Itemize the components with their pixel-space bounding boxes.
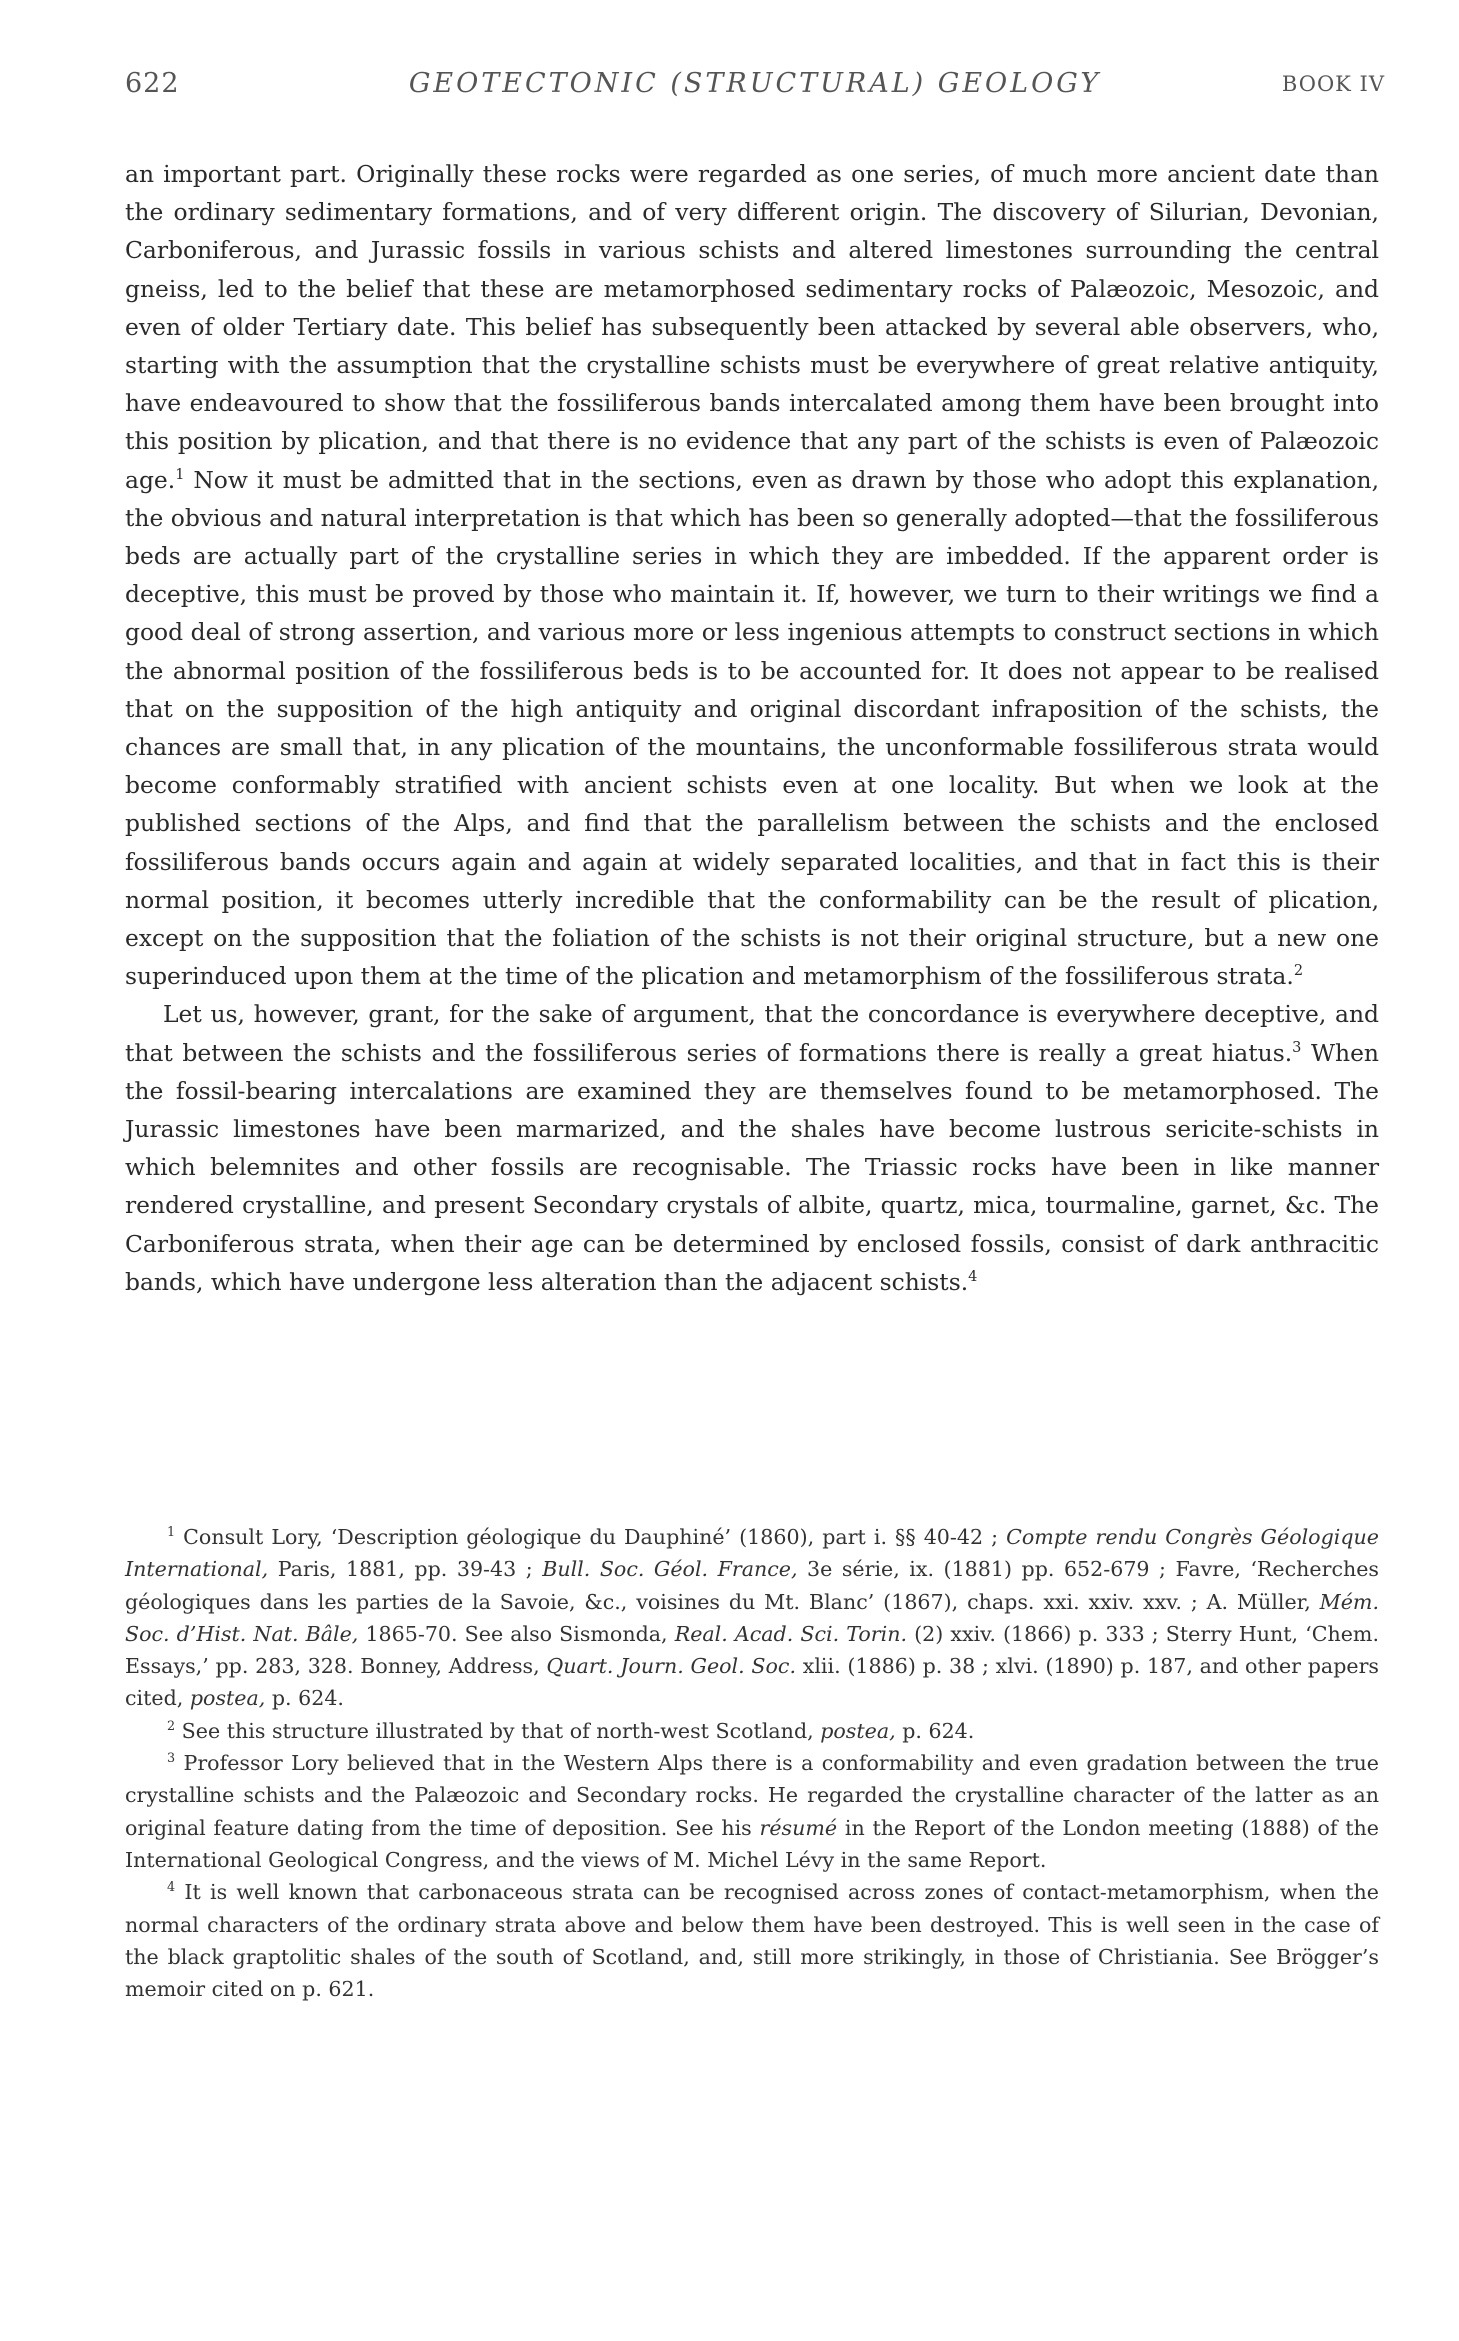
main-text [125,155,1379,1301]
page-header [125,60,1385,110]
footnote-1: $^1$ Consult Lory, ‘Description géologique du Dauphiné’ (1860), part i. §§ 40-42 ; Compte rendu Congrès Géologique International, Paris, 1881, pp. 39-43 ; Bull. Soc. Géol. France, 3e série, ix. (1881) pp. 652-679 ; Favre, ‘Recherches géologiques dans les parties de la Savoie, &c., voisines du Mt. Blanc’ (1867), chaps. xxi. xxiv. xxv. ; A. Müller, Mém. Soc. d’Hist. Nat. Bâle, 1865-70. See also Sismonda, Real. Acad. Sci. Torin. (2) xxiv. (1866) p. 333 ; Sterry Hunt, ‘Chem. Essays,’ pp. 283, 328. Bonney, Address, Quart. Journ. Geol. Soc. xlii. (1886) p. 38 ; xlvi. (1890) p. 187, and other papers cited, postea, p. 624. [125,1525,1380,1711]
footnote-ref: 4 [968,1269,978,1286]
running-title: GEOTECTONIC (STRUCTURAL) GEOLOGY [408,68,1102,99]
footnote-number: 3 [167,1751,176,1767]
footnote-ref: 1 [175,466,185,483]
footnotes [125,1521,1379,2005]
footnote-ref: 3 [1292,1039,1302,1056]
footnote-2: $^2$ See this structure illustrated by that of north-west Scotland, postea, p. 624. [167,1718,975,1743]
page-number: 622 [125,68,180,99]
footnote-number: 1 [167,1525,176,1541]
footnote-number: 4 [167,1880,176,1896]
footnote-ref: 2 [1293,963,1304,980]
footnote-number: 2 [167,1718,176,1734]
footnote-4: $^4$ It is well known that carbonaceous strata can be recognised across zones of contact-metamorphism, when the normal characters of the ordinary strata above and below them have been destroyed. This is well seen in the case of the black graptolitic shales of the south of Scotland, and, still more strikingly, in those of Christiania. See Brögger’s memoir cited on p. 621. [125,1880,1379,2002]
paragraph: Let us, however, grant, for the sake of argument, that the concordance is everywhere deceptive, and that between the schists and the fossiliferous series of formations there is really a great hiatus.$^3$ When the fossil-bearing intercalations are examined they are themselves found to be metamorphosed. The Jurassic limestones have been marmarized, and the shales have become lustrous sericite-schists in which belemnites and other fossils are recognisable. The Triassic rocks have been in like manner rendered crystalline, and present Secondary crystals of albite, quartz, mica, tourmaline, garnet, &c. The Carboniferous strata, when their age can be determined by enclosed fossils, consist of dark anthracitic bands, which have undergone less alteration than the adjacent schists.$^4$ [125,1000,1379,1296]
book-label: BOOK IV [1281,72,1385,96]
paragraph: an important part. Originally these rocks were regarded as one series, of much more ancient date than the ordinary sedimentary formations, and of very different origin. The discovery of Silurian, Devonian, Carboniferous, and Jurassic fossils in various schists and altered limestones surrounding the central gneiss, led to the belief that these are metamorphosed sedimentary rocks of Palæozoic, Mesozoic, and even of older Tertiary date. This belief has subsequently been attacked by several able observers, who, starting with the assumption that the crystalline schists must be everywhere of great relative antiquity, have endeavoured to show that the fossiliferous bands intercalated among them have been brought into this position by plication, and that there is no evidence that any part of the schists is even of Palæozoic age.$^1$ Now it must be admitted that in the sections, even as drawn by those who adopt this explanation, the obvious and natural interpretation is that which has been so generally adopted—that the fossiliferous beds are actually part of the crystalline series in which they are imbedded. If the apparent order is deceptive, this must be proved by those who maintain it. If, however, we turn to their writings we find a good deal of strong assertion, and various more or less ingenious attempts to construct sections in which the abnormal position of the fossiliferous beds is to be accounted for. It does not appear to be realised that on the supposition of the high antiquity and original discordant infraposition of the schists, the chances are small that, in any plication of the mountains, the unconformable fossiliferous strata would become conformably stratified with ancient schists even at one locality. But when we look at the published sections of the Alps, and find that the parallelism between the schists and the enclosed fossiliferous bands occurs again and again at widely separated localities, and that in fact this is their normal position, it becomes utterly incredible that the conformability can be the result of plication, except on the supposition that the foliation of the schists is not their original structure, but a new one superinduced upon them at the time of the plication and metamorphism of the fossiliferous strata.$^2$ [125,160,1379,991]
footnote-3: $^3$ Professor Lory believed that in the Western Alps there is a conformability and even gradation between the true crystalline schists and the Palæozoic and Secondary rocks. He regarded the crystalline character of the latter as an original feature dating from the time of deposition. See his résumé in the Report of the London meeting (1888) of the International Geological Congress, and the views of M. Michel Lévy in the same Report. [125,1751,1379,1872]
